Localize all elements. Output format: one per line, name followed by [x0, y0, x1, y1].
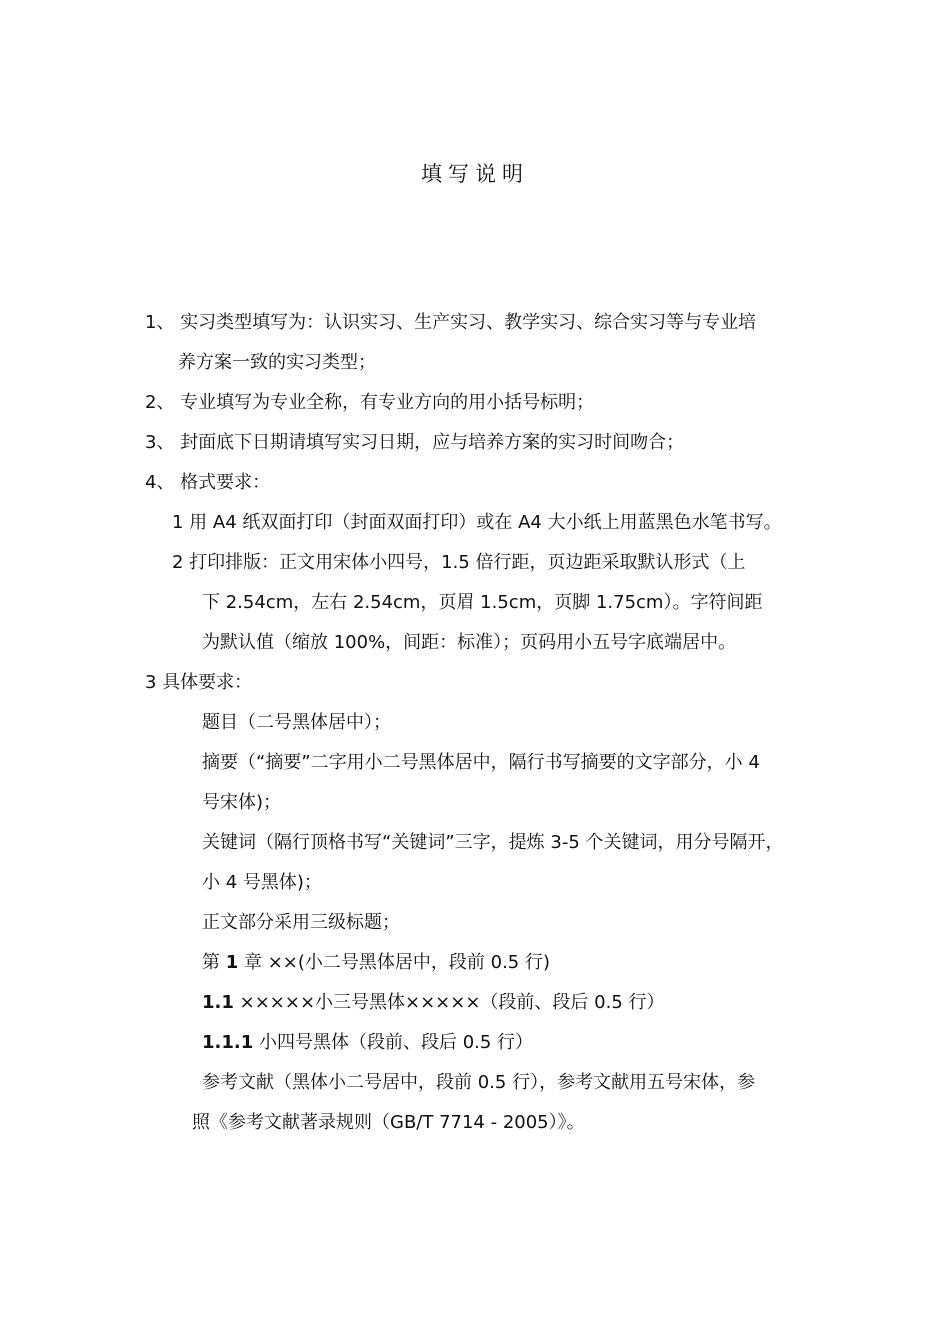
instruction-item-4: 4、 格式要求： [145, 472, 271, 493]
requirement-title: 题目（二号黑体居中）； [202, 712, 391, 733]
requirement-references-continued: 照《参考文献著录规则（GB/T 7714 - 2005）》。 [192, 1112, 585, 1133]
requirement-abstract-continued: 号宋体)； [202, 792, 282, 813]
requirement-keywords-continued: 小 4 号黑体)； [202, 872, 322, 893]
requirement-section-heading [202, 991, 665, 1015]
requirement-keywords: 关键词（隔行顶格书写“关键词”三字，提炼 3-5 个关键词，用分号隔开， [202, 832, 784, 853]
format-item-2: 2 打印排版：正文用宋体小四号，1.5 倍行距，页边距采取默认形式（上 [172, 552, 746, 573]
section-number: 1.1 [202, 992, 234, 1013]
document-title: 填写说明 [421, 162, 529, 186]
chapter-number: 1 [225, 952, 239, 973]
requirement-chapter-heading [202, 951, 550, 975]
format-item-2-continued: 下 2.54cm，左右 2.54cm，页眉 1.5cm，页脚 1.75cm）。字符间距 [202, 592, 763, 613]
chapter-description: 章 ××(小二号黑体居中，段前 0.5 行) [238, 952, 550, 973]
section-description: ×××××小三号黑体×××××（段前、段后 0.5 行） [233, 992, 665, 1013]
requirement-body-headings: 正文部分采用三级标题； [202, 912, 400, 933]
format-item-2-continued-2: 为默认值（缩放 100%，间距：标准）；页码用小五号字底端居中。 [202, 632, 737, 653]
subsection-description: 小四号黑体（段前、段后 0.5 行） [253, 1032, 534, 1053]
instruction-item-1-continued: 养方案一致的实习类型； [178, 352, 376, 373]
chapter-prefix: 第 [202, 952, 226, 973]
instruction-item-2: 2、 专业填写为专业全称，有专业方向的用小括号标明； [145, 392, 595, 413]
specific-requirements-heading: 3 具体要求： [145, 672, 253, 693]
requirement-references: 参考文献（黑体小二号居中，段前 0.5 行），参考文献用五号宋体，参 [202, 1072, 756, 1093]
requirement-abstract: 摘要（“摘要”二字用小二号黑体居中，隔行书写摘要的文字部分，小 4 [202, 752, 760, 773]
instruction-item-1: 1、 实习类型填写为：认识实习、生产实习、教学实习、综合实习等与专业培 [145, 312, 757, 333]
subsection-number: 1.1.1 [202, 1032, 254, 1053]
format-item-1: 1 用 A4 纸双面打印（封面双面打印）或在 A4 大小纸上用蓝黑色水笔书写。 [172, 512, 782, 533]
requirement-subsection-heading [202, 1031, 533, 1055]
instruction-item-3: 3、 封面底下日期请填写实习日期，应与培养方案的实习时间吻合； [145, 432, 685, 453]
